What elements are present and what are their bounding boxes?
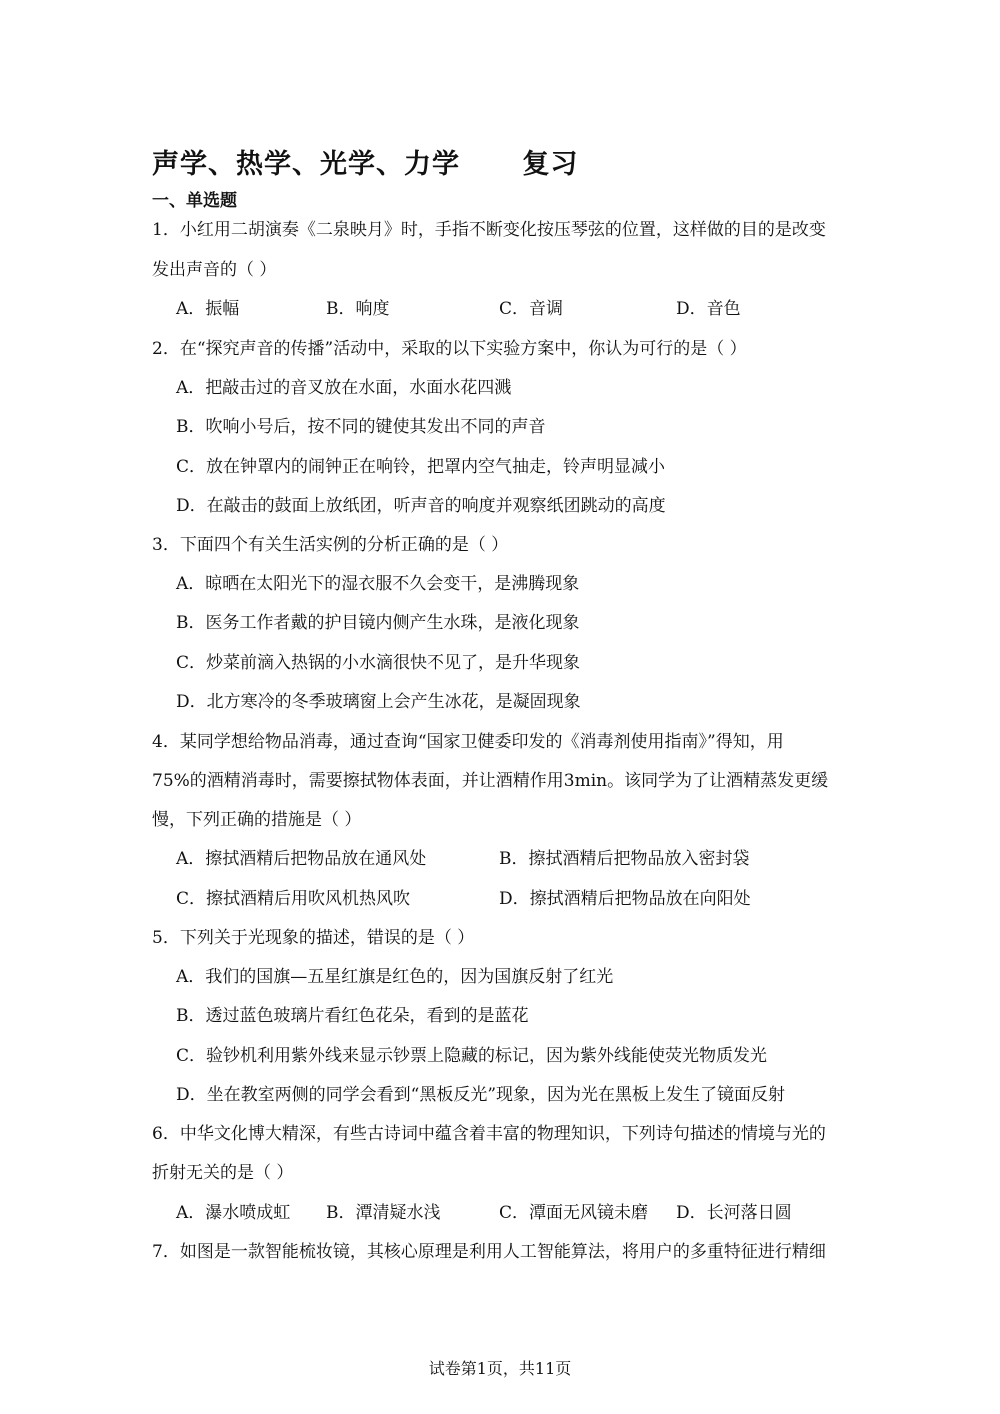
section-heading: 一、单选题 — [152, 191, 237, 211]
question-1-line-1: 1．小红用二胡演奏《二泉映月》时，手指不断变化按压琴弦的位置，这样做的目的是改变 — [152, 220, 826, 240]
question-1-line-2: 发出声音的（ ） — [152, 260, 277, 280]
question-2-option-d: D．在敲击的鼓面上放纸团，听声音的响度并观察纸团跳动的高度 — [176, 496, 666, 516]
question-3-option-c: C．炒菜前滴入热锅的小水滴很快不见了，是升华现象 — [176, 653, 581, 673]
question-5-option-a: A．我们的国旗—五星红旗是红色的，因为国旗反射了红光 — [176, 967, 614, 987]
question-1-option-b: B．响度 — [326, 299, 390, 319]
question-4-option-d: D．擦拭酒精后把物品放在向阳处 — [499, 889, 751, 909]
question-4-line-3: 慢，下列正确的措施是（ ） — [152, 810, 362, 830]
question-6-option-b: B．潭清疑水浅 — [326, 1203, 441, 1223]
question-6-line-1: 6．中华文化博大精深，有些古诗词中蕴含着丰富的物理知识，下列诗句描述的情境与光的 — [152, 1124, 826, 1144]
question-5-option-c: C．验钞机利用紫外线来显示钞票上隐藏的标记，因为紫外线能使荧光物质发光 — [176, 1046, 768, 1066]
question-5-option-b: B．透过蓝色玻璃片看红色花朵，看到的是蓝花 — [176, 1006, 529, 1026]
question-2-option-a: A．把敲击过的音叉放在水面，水面水花四溅 — [176, 378, 512, 398]
question-1-option-a: A．振幅 — [176, 299, 240, 319]
question-3-line-1: 3．下面四个有关生活实例的分析正确的是（ ） — [152, 535, 509, 555]
question-1-option-c: C．音调 — [499, 299, 564, 319]
question-1-option-d: D．音色 — [676, 299, 741, 319]
question-6-option-a: A．瀑水喷成虹 — [176, 1203, 291, 1223]
question-4-line-2: 75%的酒精消毒时，需要擦拭物体表面，并让酒精作用3min。该同学为了让酒精蒸发更缓 — [152, 771, 829, 791]
page-footer: 试卷第1页，共11页 — [428, 1359, 572, 1378]
page-title: 声学、热学、光学、力学 复习 — [152, 149, 579, 180]
question-2-option-b: B．吹响小号后，按不同的键使其发出不同的声音 — [176, 417, 546, 437]
question-5-line-1: 5．下列关于光现象的描述，错误的是（ ） — [152, 928, 475, 948]
question-5-option-d: D．坐在教室两侧的同学会看到“黑板反光”现象，因为光在黑板上发生了镜面反射 — [176, 1085, 786, 1105]
question-7-line-1: 7．如图是一款智能梳妆镜，其核心原理是利用人工智能算法，将用户的多重特征进行精细 — [152, 1242, 826, 1262]
question-4-option-a: A．擦拭酒精后把物品放在通风处 — [176, 849, 427, 869]
question-4-line-1: 4．某同学想给物品消毒，通过查询“国家卫健委印发的《消毒剂使用指南》”得知，用 — [152, 732, 784, 752]
question-6-option-c: C．潭面无风镜未磨 — [499, 1203, 649, 1223]
question-3-option-d: D．北方寒冷的冬季玻璃窗上会产生冰花，是凝固现象 — [176, 692, 581, 712]
question-3-option-a: A．晾晒在太阳光下的湿衣服不久会变干，是沸腾现象 — [176, 574, 580, 594]
question-4-option-b: B．擦拭酒精后把物品放入密封袋 — [499, 849, 750, 869]
question-3-option-b: B．医务工作者戴的护目镜内侧产生水珠，是液化现象 — [176, 613, 580, 633]
question-6-line-2: 折射无关的是（ ） — [152, 1163, 294, 1183]
question-6-option-d: D．长河落日圆 — [676, 1203, 792, 1223]
question-2-option-c: C．放在钟罩内的闹钟正在响铃，把罩内空气抽走，铃声明显减小 — [176, 457, 666, 477]
question-4-option-c: C．擦拭酒精后用吹风机热风吹 — [176, 889, 411, 909]
question-2-line-1: 2．在“探究声音的传播”活动中，采取的以下实验方案中，你认为可行的是（ ） — [152, 339, 747, 359]
